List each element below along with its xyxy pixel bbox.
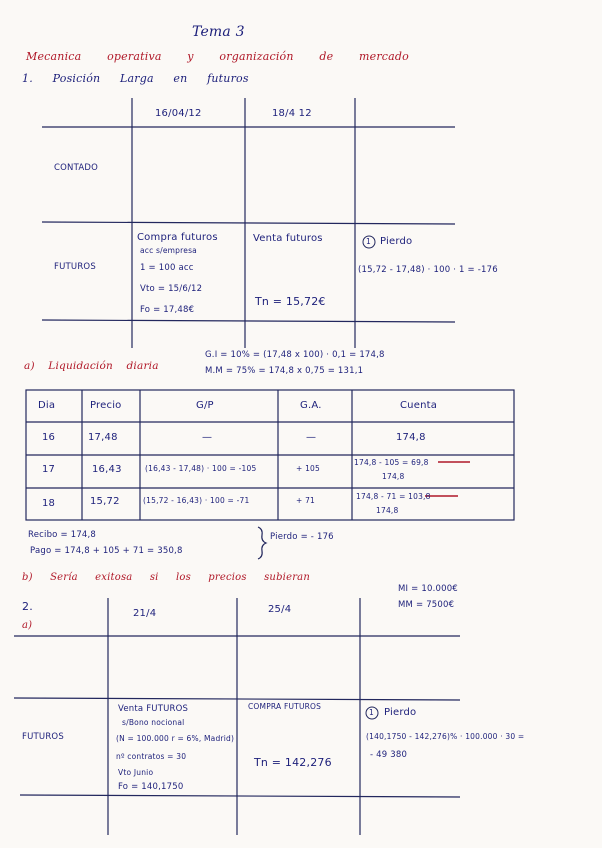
table1-compra-line-5: Fo = 17,48€ [140, 305, 195, 315]
table3-tn: Tn = 142,276 [254, 756, 332, 769]
section-b-mm: MM = 7500€ [398, 600, 455, 610]
table2-row3-precio: 15,72 [90, 496, 120, 507]
page-title: Tema 3 [192, 24, 245, 40]
table2-row1-dia: 16 [42, 432, 56, 443]
table2-header-dia: Dia [38, 400, 56, 411]
section-a-gi: G.I = 10% = (17,48 x 100) · 0,1 = 174,8 [205, 350, 385, 360]
table2-row1-precio: 17,48 [88, 432, 118, 443]
section-a-mm: M.M = 75% = 174,8 x 0,75 = 131,1 [205, 366, 364, 376]
item-2-label: 2. [22, 600, 33, 613]
table2-row3-cuenta: 174,8 - 71 = 103,8 [356, 492, 431, 501]
table2-row2-cuenta-new: 174,8 [382, 472, 405, 481]
section-b-text: b) Sería exitosa si los precios subieran [22, 572, 310, 583]
circled-one: 1 [366, 237, 371, 246]
table3-row-futuros: FUTUROS [22, 732, 64, 742]
table1-pierdo-calc: (15,72 - 17,48) · 100 · 1 = -176 [358, 265, 498, 275]
table3-date-2: 25/4 [268, 604, 292, 615]
summary-pago: Pago = 174,8 + 105 + 71 = 350,8 [30, 546, 183, 556]
table1-date-2: 18/4 12 [272, 108, 312, 119]
table2-row2-ga: + 105 [296, 464, 320, 473]
table2-row2-gp: (16,43 - 17,48) · 100 = -105 [145, 464, 257, 473]
table3-pierdo-label: Pierdo [384, 707, 417, 718]
table2-row1-cuenta: 174,8 [396, 432, 426, 443]
table1-compra-line-4: Vto = 15/6/12 [140, 284, 203, 294]
table2-header-cuenta: Cuenta [400, 400, 438, 411]
table2-row3-dia: 18 [42, 498, 56, 509]
item-1-heading: 1. Posición Larga en futuros [22, 72, 249, 85]
table3-pierdo-result: - 49 380 [370, 750, 408, 760]
table2-row3-ga: + 71 [296, 496, 316, 505]
table1-pierdo-label: Pierdo [380, 236, 413, 247]
table2-row1-ga: — [306, 432, 317, 443]
table2-header-ga: G.A. [300, 400, 322, 411]
table3-venta-line-6: Fo = 140,1750 [118, 782, 184, 792]
table2-row2-precio: 16,43 [92, 464, 122, 475]
table1-venta: Venta futuros [253, 233, 323, 244]
table1-row-contado: CONTADO [54, 163, 98, 173]
table3-venta-line-3: (N = 100.000 r = 6%, Madrid) [116, 734, 235, 743]
section-b-mi: MI = 10.000€ [398, 584, 458, 594]
item-2-sub: a) [22, 620, 33, 631]
table2-row1-gp: — [202, 432, 213, 443]
table3-date-1: 21/4 [133, 608, 157, 619]
table1-compra-line-1: Compra futuros [137, 232, 218, 243]
table3-compra: COMPRA FUTUROS [248, 702, 322, 711]
table1-date-1: 16/04/12 [155, 108, 202, 119]
table1-compra-line-2: acc s/empresa [140, 246, 197, 255]
table2-header-gp: G/P [196, 400, 214, 411]
table1-compra-line-3: 1 = 100 acc [140, 263, 194, 273]
section-a-heading: a) Liquidación diaria [24, 360, 159, 372]
table1-tn: Tn = 15,72€ [255, 295, 326, 308]
table3-venta-line-1: Venta FUTUROS [118, 704, 189, 714]
table2-header-precio: Precio [90, 400, 122, 411]
table2-row2-dia: 17 [42, 464, 56, 475]
table2-row3-gp: (15,72 - 16,43) · 100 = -71 [143, 496, 250, 505]
section-heading: Mecanica operativa y organización de mercado [26, 50, 409, 63]
table3-venta-line-2: s/Bono nocional [122, 718, 185, 727]
table2-row2-cuenta: 174,8 - 105 = 69,8 [354, 458, 429, 467]
table3-pierdo-calc: (140,1750 - 142,276)% · 100.000 · 30 = [366, 732, 525, 741]
table3-venta-line-5: Vto Junio [118, 768, 154, 777]
table3-venta-line-4: nº contratos = 30 [116, 752, 187, 761]
circled-one-2: 1 [369, 708, 374, 717]
summary-recibo: Recibo = 174,8 [28, 530, 97, 540]
table2-row3-cuenta-new: 174,8 [376, 506, 399, 515]
table1-row-futuros: FUTUROS [54, 262, 96, 272]
summary-pierdo: Pierdo = - 176 [270, 532, 334, 542]
